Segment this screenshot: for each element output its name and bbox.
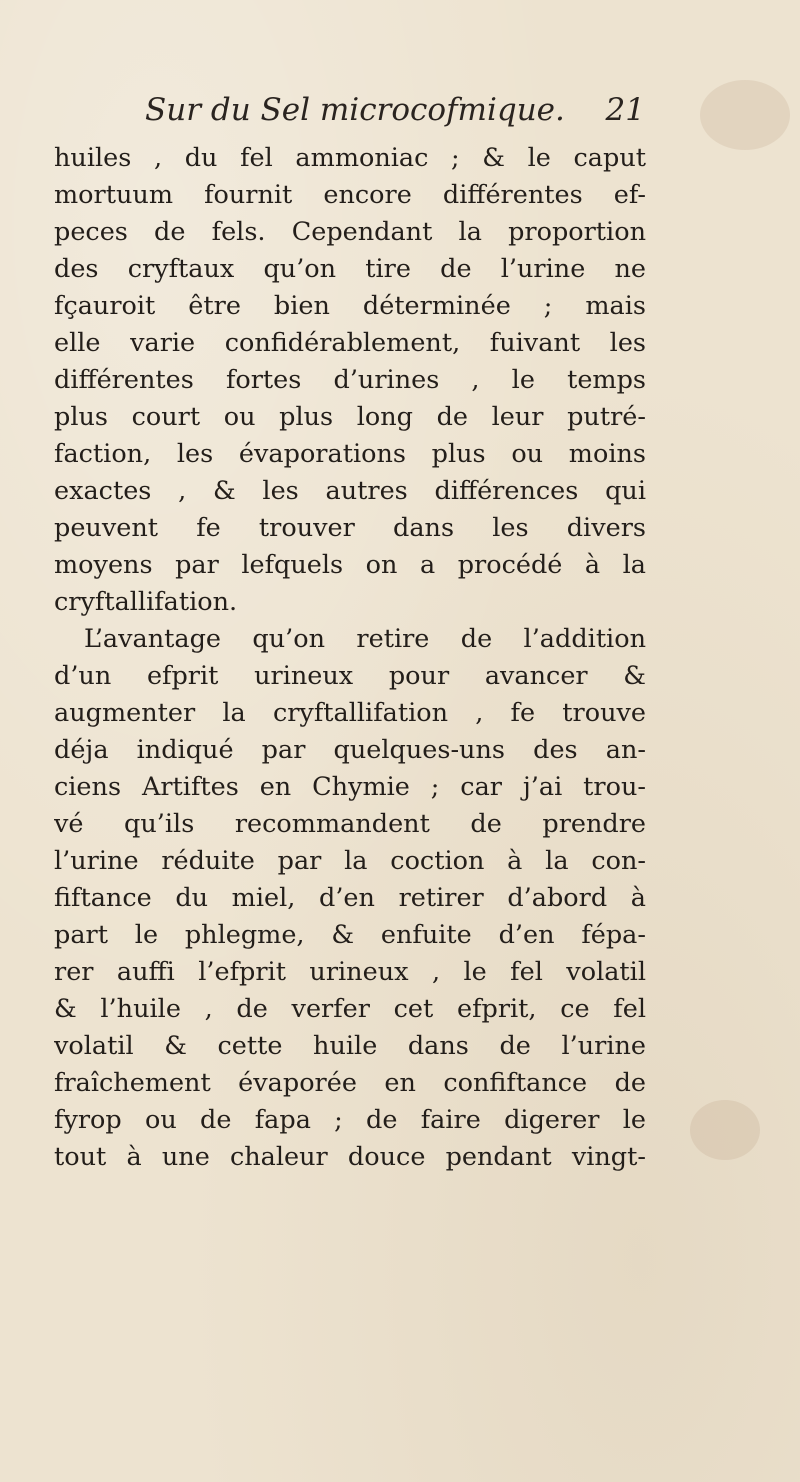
text-line: elle varie confidérablement, fuivant les <box>54 328 646 358</box>
text-line: part le phlegme, & enfuite d’en fépa- <box>54 920 646 950</box>
text-line: plus court ou plus long de leur putré- <box>54 402 646 432</box>
text-line: peces de fels. Cependant la proportion <box>54 217 646 247</box>
text-line: fraîchement évaporée en confiftance de <box>54 1068 646 1098</box>
page-number: 21 <box>605 92 645 128</box>
text-line: volatil & cette huile dans de l’urine <box>54 1031 646 1061</box>
text-line: peuvent fe trouver dans les divers <box>54 513 646 543</box>
text-line: vé qu’ils recommandent de prendre <box>54 809 646 839</box>
text-line: mortuum fournit encore différentes ef- <box>54 180 646 210</box>
text-line: exactes , & les autres différences qui <box>54 476 646 506</box>
running-title: Sur du Sel microcofmique. <box>145 92 565 128</box>
text-line: rer auffi l’efprit urineux , le fel volatil <box>54 957 646 987</box>
text-line: ciens Artiftes en Chymie ; car j’ai trou- <box>54 772 646 802</box>
text-line: moyens par lefquels on a procédé à la <box>54 550 646 580</box>
text-line: différentes fortes d’urines , le temps <box>54 365 646 395</box>
text-line: augmenter la cryftallifation , fe trouve <box>54 698 646 728</box>
text-line: cryftallifation. <box>54 587 238 617</box>
paragraph <box>54 140 646 621</box>
paper-stain <box>700 80 790 150</box>
text-line: fyrop ou de fapa ; de faire digerer le <box>54 1105 646 1135</box>
text-line: faction, les évaporations plus ou moins <box>54 439 646 469</box>
text-line: L’avantage qu’on retire de l’addition <box>84 624 646 654</box>
text-line: huiles , du fel ammoniac ; & le caput <box>54 143 646 173</box>
paragraph <box>54 621 646 1176</box>
text-line: l’urine réduite par la coction à la con- <box>54 846 646 876</box>
text-line: fiftance du miel, d’en retirer d’abord à <box>54 883 646 913</box>
paper-stain <box>690 1100 760 1160</box>
running-header <box>145 92 645 142</box>
text-line: fçauroit être bien déterminée ; mais <box>54 291 646 321</box>
body-text <box>54 140 646 1176</box>
text-line: des cryftaux qu’on tire de l’urine ne <box>54 254 646 284</box>
text-line: & l’huile , de verfer cet efprit, ce fel <box>54 994 646 1024</box>
text-line: d’un efprit urineux pour avancer & <box>54 661 646 691</box>
text-line: déja indiqué par quelques-uns des an- <box>54 735 646 765</box>
text-line: tout à une chaleur douce pendant vingt- <box>54 1142 646 1172</box>
